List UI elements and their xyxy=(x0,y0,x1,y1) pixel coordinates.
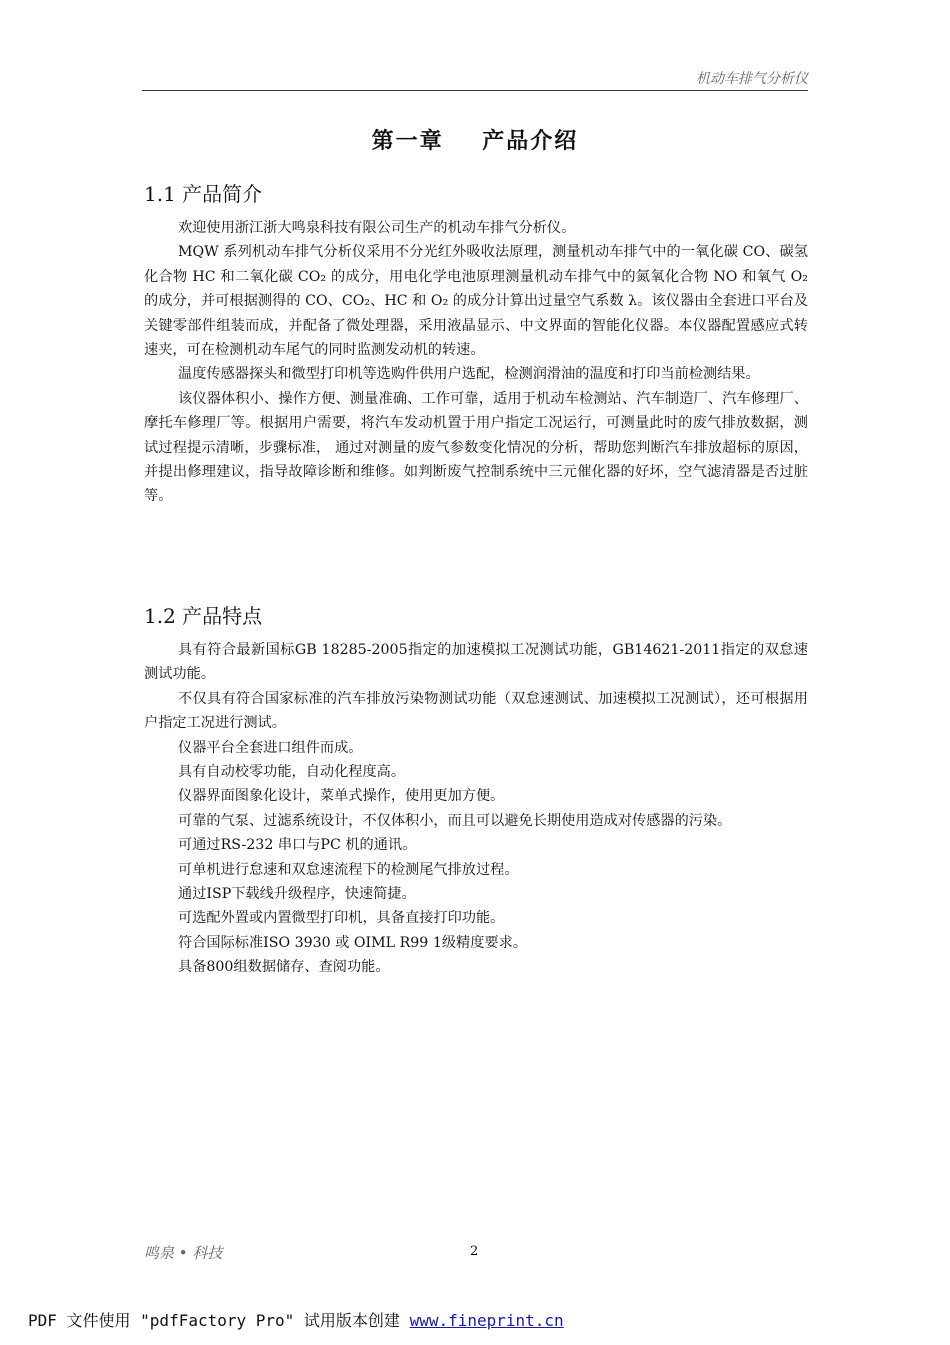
pdf-banner-text: PDF 文件使用 "pdfFactory Pro" 试用版本创建 xyxy=(28,1311,410,1330)
feature-item: 具备800组数据储存、查阅功能。 xyxy=(178,959,390,976)
paragraph: 欢迎使用浙江浙大鸣泉科技有限公司生产的机动车排气分析仪。 xyxy=(178,220,576,236)
feature-item: 具有符合最新国标GB 18285-2005指定的加速模拟工况测试功能，GB14621-2011指定的双怠速测试功能。 xyxy=(144,642,808,683)
feature-item: 可靠的气泵、过滤系统设计，不仅体积小，而且可以避免长期使用造成对传感器的污染。 xyxy=(178,812,732,829)
feature-item: 仪器平台全套进口组件而成。 xyxy=(178,739,363,756)
paragraph: 该仪器体积小、操作方便、测量准确、工作可靠，适用于机动车检测站、汽车制造厂、汽车修理厂、摩托车修理厂等。根据用户需要，将汽车发动机置于用户指定工况运行，可测量此时的废气排放数据，测试过程提示清晰，步骤标准， 通过对测量的废气参数变化情况的分析，帮助您判断汽车排放超标的原因，并提出修理建议，指导故障诊断和维修。如判断废气控制系统中三元催化器的好坏，空气滤清器是否过脏等。 xyxy=(144,390,808,505)
header-title: 机动车排气分析仪 xyxy=(696,71,808,87)
section-title-product-features: 1.2 产品特点 xyxy=(144,604,263,628)
section-title-product-intro: 1.1 产品简介 xyxy=(144,182,263,206)
feature-item: 可通过RS-232 串口与PC 机的通讯。 xyxy=(178,837,417,854)
footer-brand: 鸣泉 • 科技 xyxy=(144,1244,223,1262)
paragraph: 温度传感器探头和微型打印机等选购件供用户选配，检测润滑油的温度和打印当前检测结果。 xyxy=(178,366,760,383)
feature-item: 可单机进行怠速和双怠速流程下的检测尾气排放过程。 xyxy=(178,861,519,878)
feature-item: 可选配外置或内置微型打印机，具备直接打印功能。 xyxy=(178,910,505,927)
feature-item: 具有自动校零功能，自动化程度高。 xyxy=(178,764,406,781)
feature-item: 仪器界面图象化设计，菜单式操作，使用更加方便。 xyxy=(178,788,505,805)
chapter-title: 第一章 产品介绍 xyxy=(371,128,579,154)
feature-list xyxy=(144,638,808,980)
page-number: 2 xyxy=(470,1244,479,1259)
page-header xyxy=(142,62,808,91)
feature-item: 不仅具有符合国家标准的汽车排放污染物测试功能（双怠速测试、加速模拟工况测试），还可根据用户指定工况进行测试。 xyxy=(144,690,808,732)
feature-item: 通过ISP下载线升级程序，快速简捷。 xyxy=(178,886,416,903)
section-body-product-intro xyxy=(144,216,808,509)
paragraph: MQW 系列机动车排气分析仪采用不分光红外吸收法原理，测量机动车排气中的一氧化碳 CO、碳氢化合物 HC 和二氧化碳 CO₂ 的成分，用电化学电池原理测量机动车排气中的氮氧化合物 NO 和氧气 O₂ 的成分，并可根据测得的 CO、CO₂、HC 和 O₂ 的成分计算出过量空气系数 λ。该仪器由全套进口平台及关键零部件组装而成，并配备了微处理器，采用液晶显示、中文界面的智能化仪器。本仪器配置感应式转速夹，可在检测机动车尾气的同时监测发动机的转速。 xyxy=(144,244,808,359)
feature-item: 符合国际标准ISO 3930 或 OIML R99 1级精度要求。 xyxy=(178,934,527,951)
fineprint-link[interactable]: www.fineprint.cn xyxy=(409,1311,564,1330)
pdf-creator-banner xyxy=(28,1308,564,1331)
